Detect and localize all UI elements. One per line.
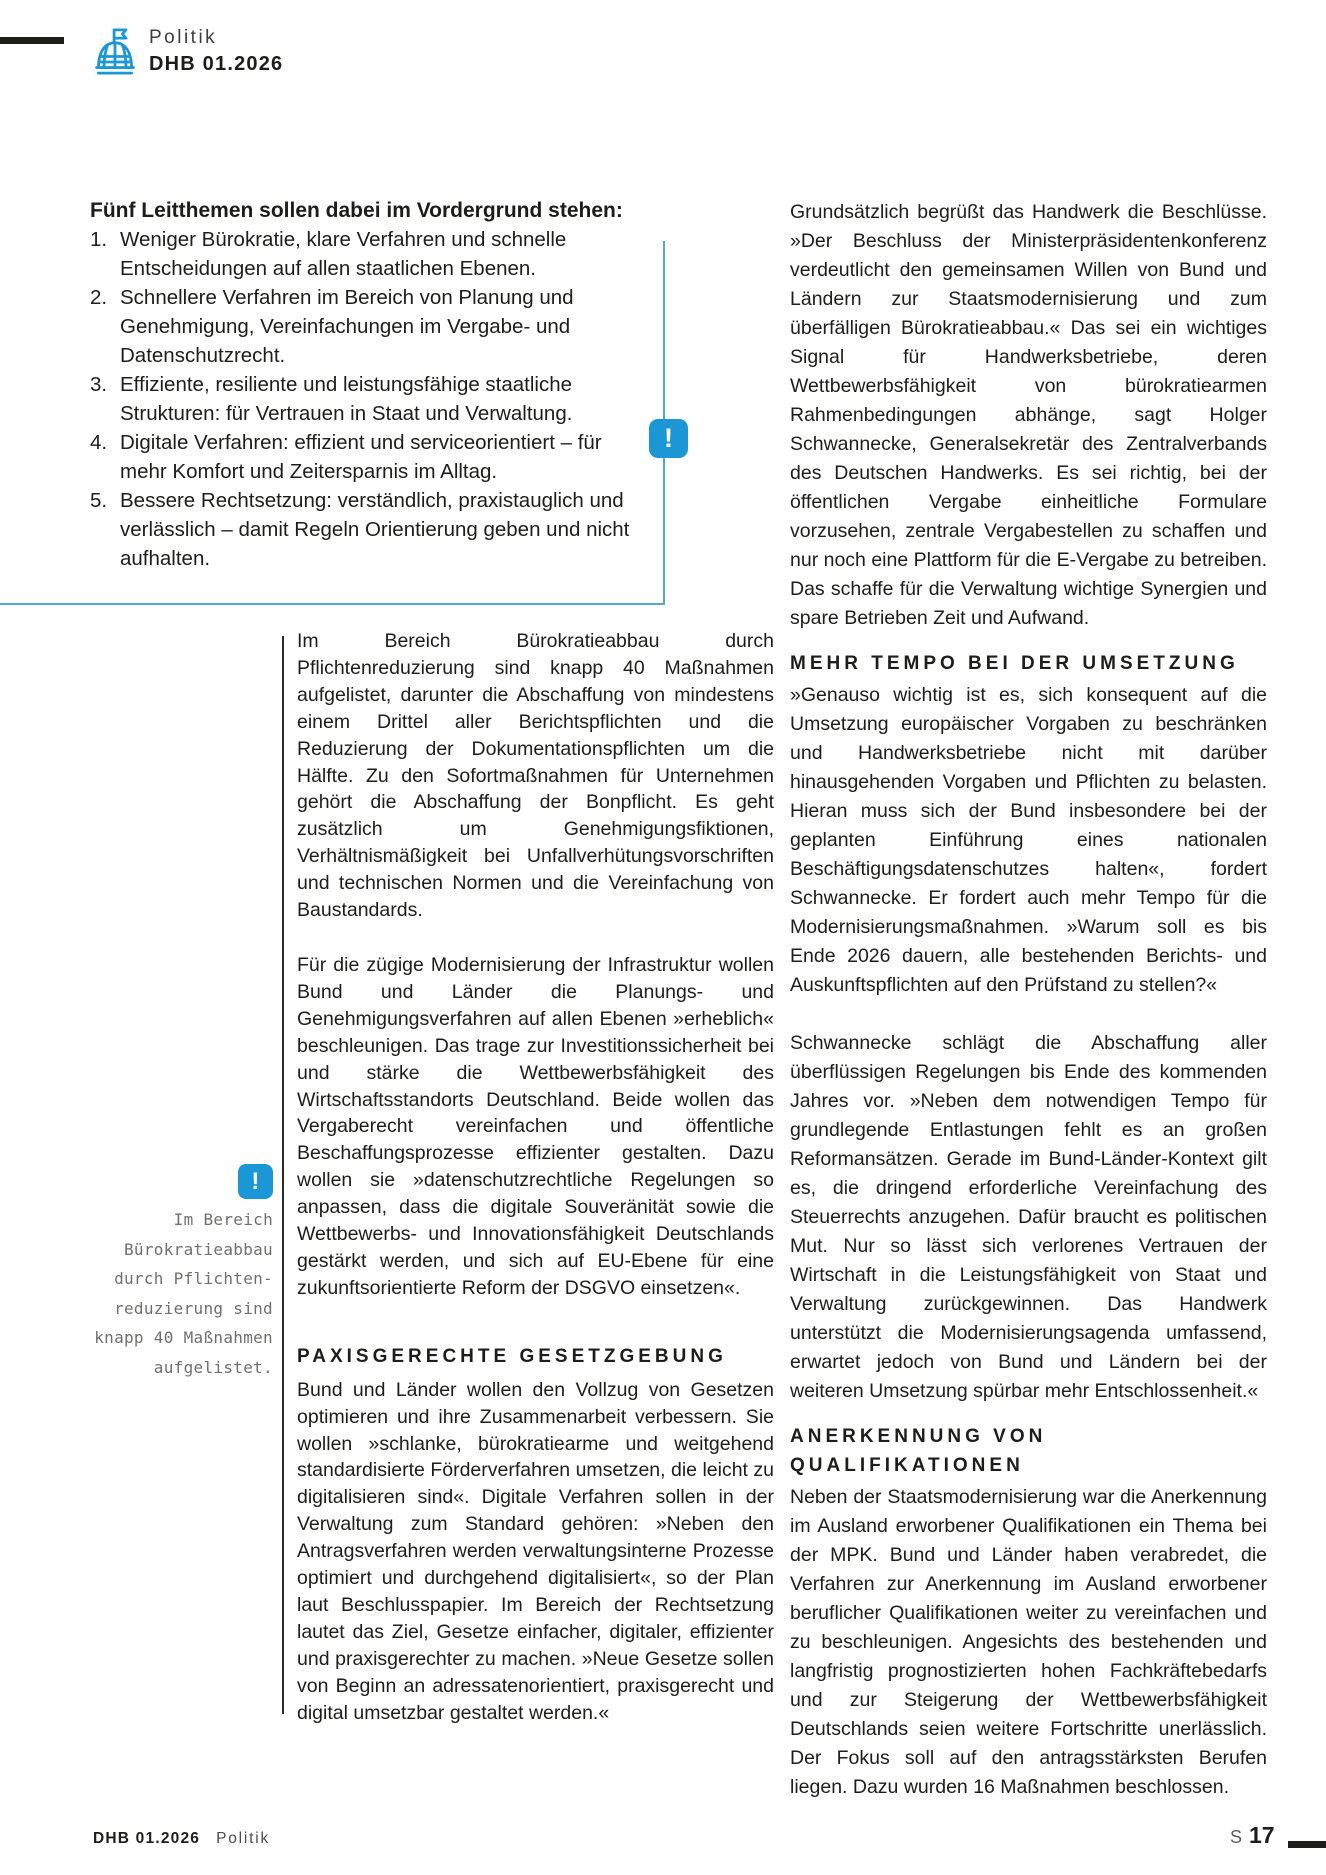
margin-note-line: durch Pflichten- [114,1269,273,1288]
lead-box-bottom-border [0,603,665,605]
list-text: Weniger Bürokratie, klare Verfahren und schnelle Entscheidungen auf allen staatlichen Ebenen. [120,228,567,280]
list-item [90,428,650,486]
footer-page [1230,1822,1275,1849]
right-column [790,198,1267,1802]
list-text: Schnellere Verfahren im Bereich von Planung und Genehmigung, Vereinfachungen im Vergabe- und Datenschutzrecht. [120,286,574,367]
page-number: 17 [1249,1822,1275,1848]
footer-right-rule [1288,1841,1326,1848]
list-text: Effiziente, resiliente und leistungsfähige staatliche Strukturen: für Vertrauen in Staat und Verwaltung. [120,373,573,425]
list-number: 1. [90,228,108,251]
list-number: 3. [90,373,108,396]
exclamation-icon: ! [238,1164,273,1199]
list-item [90,486,650,573]
margin-note-line: reduzierung sind [114,1298,273,1318]
margin-note [40,1164,273,1382]
list-item [90,370,650,428]
footer-issue: DHB 01.2026 [93,1830,201,1847]
exclamation-icon: ! [649,419,688,458]
list-number: 4. [90,431,108,454]
lead-box-title: Fünf Leitthemen sollen dabei im Vordergrund stehen: [90,199,623,222]
subheading: MEHR TEMPO BEI DER UMSETZUNG [790,653,1239,674]
body-paragraph: »Genauso wichtig ist es, sich konsequent auf die Umsetzung europäischer Vorgaben zu beschränken und Handwerksbetriebe nicht mit darüber hinausgehenden Vorgaben und Pflichten zu belasten. Hieran muss sich der Bund insbesondere bei der geplanten Einführung eines nationalen Beschäftigungsdatenschutzes halten«, fordert Schwannecke. Er fordert auch mehr Tempo für die Modernisierungsmaßnahmen. »Warum soll es bis Ende 2026 dauern, alle bestehenden Berichts- und Auskunftspflichten auf den Prüfstand zu stellen?« [790,684,1267,996]
section-label: Politik [149,27,218,48]
body-paragraph: Schwannecke schlägt die Abschaffung aller überflüssigen Regelungen bis Ende des kommenden Jahres vor. »Neben dem notwendigen Tempo für grundlegende Entlastungen fehlt es an großen Reformansätzen. Gerade im Bund-Länder-Kontext gilt es, die dringend erforderliche Vereinfachung des Steuerrechts anzugehen. Dafür braucht es politischen Mut. Nur so lässt sich verlorenes Vertrauen der Wirtschaft in die Leistungsfähigkeit von Staat und Verwaltung zurückgewinnen. Das Handwerk unterstützt die Modernisierungsagenda umfassend, erwartet jedoch von Bund und Ländern bei der weiteren Umsetzung spürbar mehr Entschlossenheit.« [790,1032,1267,1402]
column-rule [282,636,284,1714]
issue-label: DHB 01.2026 [149,53,284,75]
list-item [90,283,650,370]
footer-left [93,1830,270,1848]
body-paragraph: Für die zügige Modernisierung der Infrastruktur wollen Bund und Länder die Planungs- und Genehmigungsverfahren auf allen Ebenen »erheblich« beschleunigen. Das trage zur Investitionssicherheit bei und stärke die Wettbewerbsfähigkeit des Wirtschaftsstandorts Deutschland. Beide wollen das Vergaberecht vereinfachen und öffentliche Beschaffungsprozesse effizienter gestalten. Dazu wollen sie »datenschutzrechtliche Regelungen so anpassen, dass die digitale Souveränität sowie die Wettbewerbs- und Innovationsfähigkeit Deutschlands gestärkt werden, und sich auf EU-Ebene für eine zukunftsorientierte Reform der DSGVO einsetzen«. [297,953,774,1299]
body-paragraph: Neben der Staatsmodernisierung war die Anerkennung im Ausland erworbener Qualifikationen ein Thema bei der MPK. Bund und Länder haben verabredet, die Verfahren zur Anerkennung im Ausland erworbener beruflicher Qualifikationen weiter zu vereinfachen und zu beschleunigen. Angesichts des bestehenden und langfristig prognostizierten hohen Fachkräftebedarfs und zur Steigerung der Wettbewerbsfähigkeit Deutschlands seien weitere Fortschritte unerlässlich. Der Fokus soll auf den antragsstärksten Berufen liegen. Dazu wurden 16 Maßnahmen beschlossen. [790,1486,1267,1798]
list-number: 2. [90,286,108,309]
top-left-rule [0,37,64,44]
subheading: PAXISGERECHTE GESETZGEBUNG [297,1345,727,1367]
list-number: 5. [90,489,108,512]
page-header [92,26,283,76]
body-paragraph: Grundsätzlich begrüßt das Handwerk die Beschlüsse. »Der Beschluss der Ministerpräsidentenkonferenz verdeutlicht den gemeinsamen Willen von Bund und Ländern zur Staatsmodernisierung und zum überfälligen Bürokratieabbau.« Das sei ein wichtiges Signal für Handwerksbetriebe, deren Wettbewerbsfähigkeit von bürokratiearmen Rahmenbedingungen abhänge, sagt Holger Schwannecke, Generalsekretär des Zentralverbands des Deutschen Handwerks. Es sei richtig, bei der öffentlichen Vergabe einheitliche Formulare vorzusehen, zentrale Vergabestellen zu schaffen und nur noch eine Plattform für die E-Vergabe zu betreiben. Das schaffe für die Verwaltung wichtige Synergien und spare Betrieben Zeit und Aufwand. [790,201,1267,629]
reichstag-dome-icon [92,26,138,76]
body-paragraph: Bund und Länder wollen den Vollzug von Gesetzen optimieren und ihre Zusammenarbeit verbessern. Sie wollen »schlanke, bürokratiearme und weitgehend standardisierte Förderverfahren umsetzen, die leicht zu digitalisieren sind«. Digitale Verfahren sollen in der Verwaltung zum Standard gehören: »Neben den Antragsverfahren werden verwaltungsinterne Prozesse optimiert und durchgehend digitalisiert«, so der Plan laut Beschlusspapier. Im Bereich der Rechtsetzung lautet das Ziel, Gesetze einfacher, digitaler, effizienter und praxisgerechter zu machen. »Neue Gesetze sollen von Beginn an adressatenorientiert, praxisgerecht und digital umsetzbar gestaltet werden.« [297,1378,774,1724]
list-text: Bessere Rechtsetzung: verständlich, praxistauglich und verlässlich – damit Regeln Orientierung geben und nicht aufhalten. [120,489,630,570]
list-text: Digitale Verfahren: effizient und serviceorientiert – für mehr Komfort und Zeitersparnis im Alltag. [120,431,602,483]
list-item [90,225,650,283]
margin-note-line: Im Bereich [173,1210,273,1229]
margin-note-line: knapp 40 Maßnahmen [94,1328,273,1347]
lead-themes-box [90,196,650,573]
page-prefix: S [1230,1827,1243,1847]
footer-section: Politik [216,1830,271,1847]
margin-note-line: Bürokratieabbau [124,1239,273,1259]
middle-column [297,628,774,1727]
subheading: ANERKENNUNG VON QUALIFIKATIONEN [790,1426,1047,1476]
body-paragraph: Im Bereich Bürokratieabbau durch Pflichtenreduzierung sind knapp 40 Maßnahmen aufgelistet, darunter die Abschaffung von mindestens einem Drittel aller Berichtspflichten und die Reduzierung der Dokumentationspflichten um die Hälfte. Zu den Sofortmaßnahmen für Unternehmen gehört die Abschaffung der Bonpflicht. Es geht zusätzlich um Genehmigungsfiktionen, Verhältnismäßigkeit bei Unfallverhütungsvorschriften und technischen Normen und die Vereinfachung von Baustandards. [297,630,774,922]
margin-note-line: aufgelistet. [153,1357,273,1377]
